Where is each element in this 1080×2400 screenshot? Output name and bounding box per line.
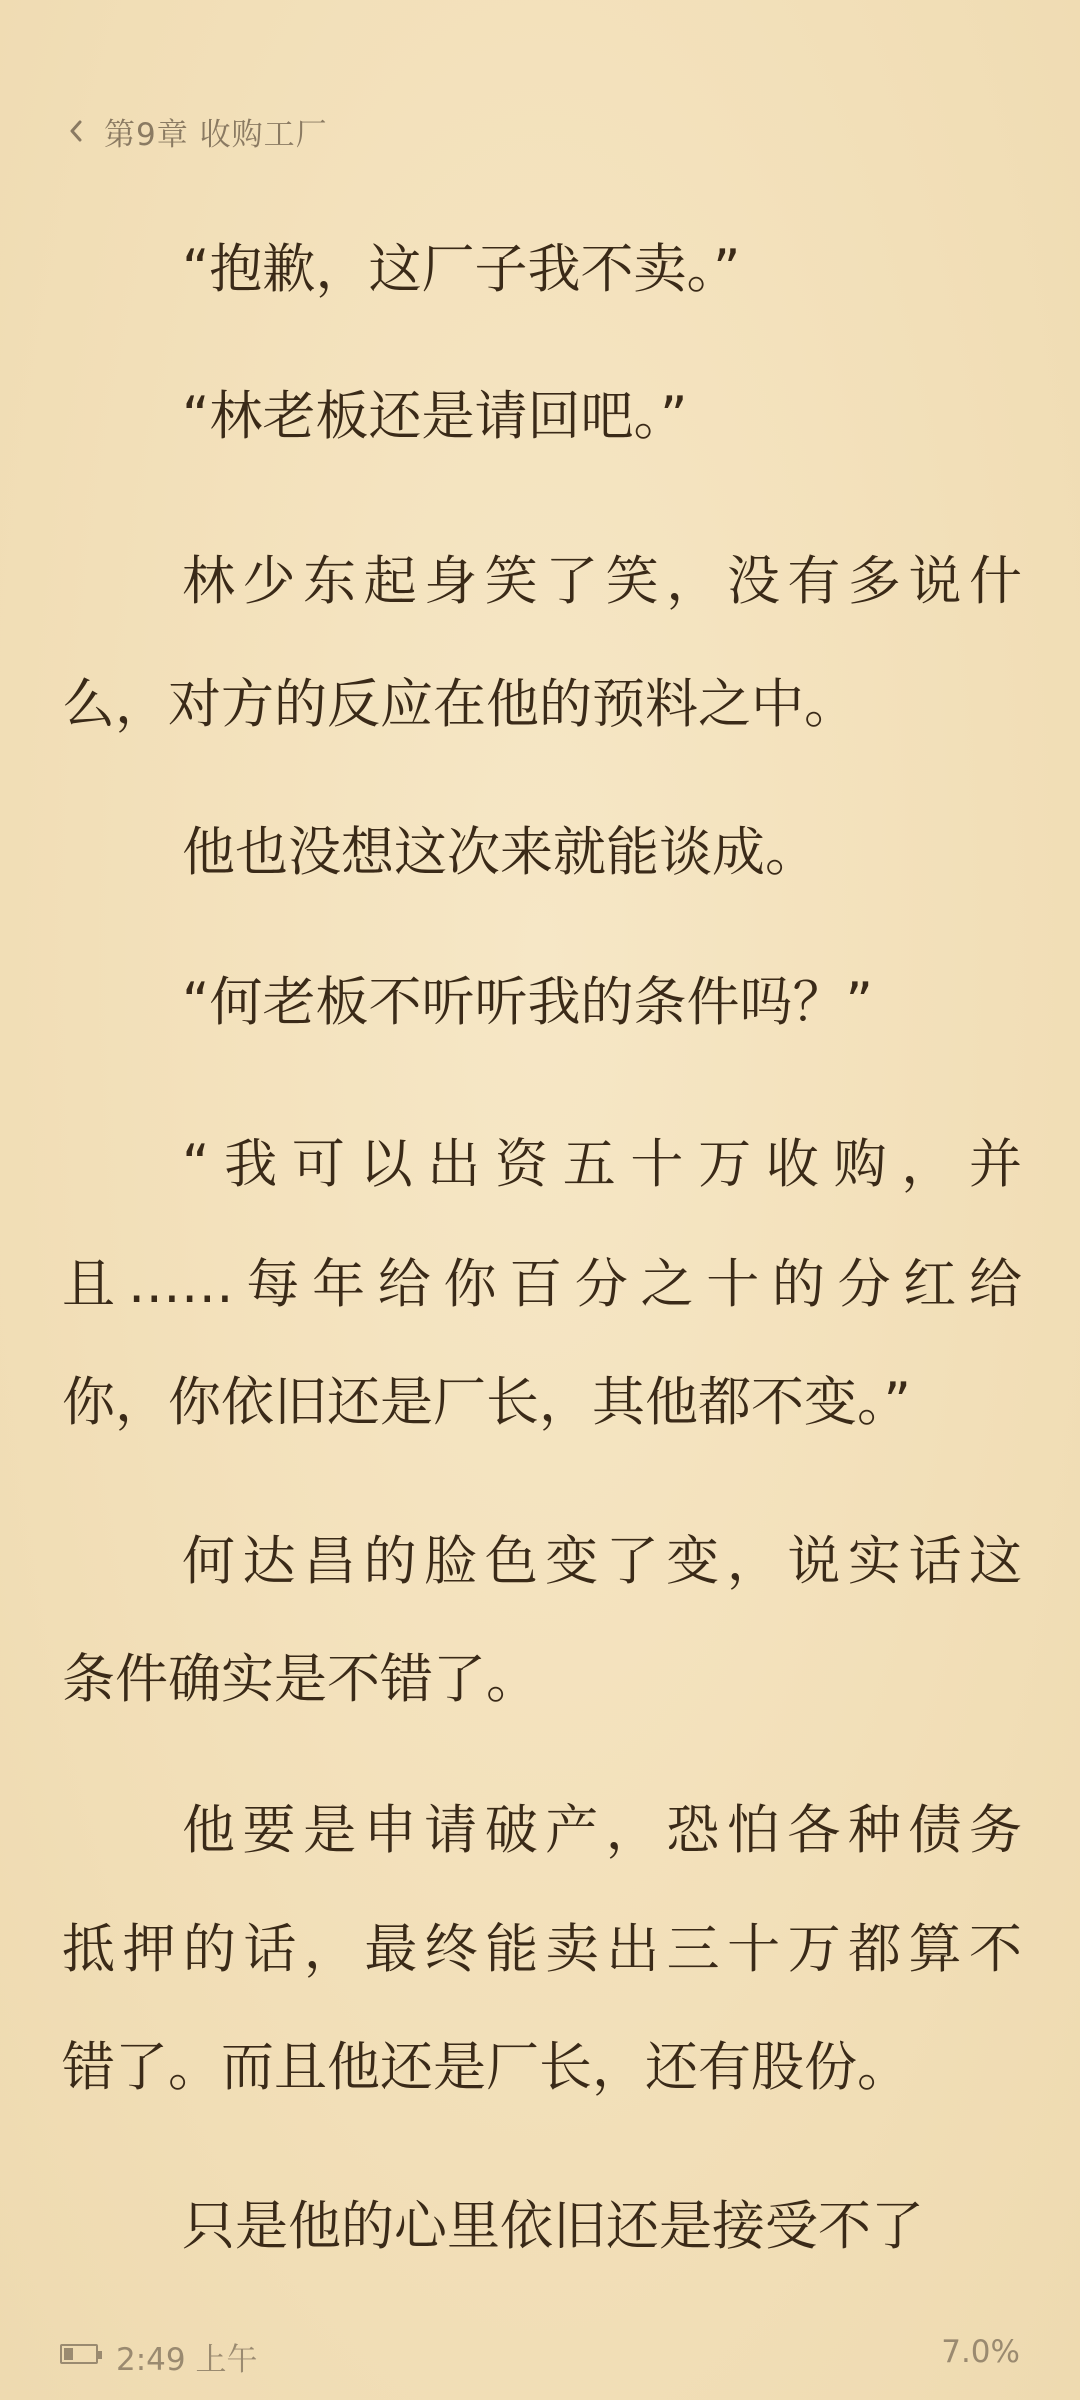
text-line: “林老板还是请回吧。” (182, 386, 688, 447)
chevron-left-icon[interactable] (56, 111, 96, 151)
text-line: 何达昌的脸色变了变，说实话这 (182, 1531, 1022, 1592)
text-line: 你，你依旧还是厂长，其他都不变。” (62, 1372, 911, 1433)
chapter-title: 第9章 收购工厂 (104, 116, 328, 153)
status-footer (0, 2330, 1080, 2380)
clock-time: 2:49 上午 (116, 2342, 258, 2378)
text-line: “我可以出资五十万收购，并 (182, 1134, 1022, 1195)
text-line: 他要是申请破产，恐怕各种债务 (182, 1800, 1022, 1861)
battery-level-fill (64, 2348, 73, 2360)
text-line: 条件确实是不错了。 (62, 1649, 539, 1710)
battery-icon (60, 2344, 98, 2364)
text-line: 他也没想这次来就能谈成。 (182, 822, 818, 883)
reading-progress: 7.0% (941, 2334, 1020, 2370)
text-line: 林少东起身笑了笑，没有多说什 (182, 551, 1022, 612)
text-line: “何老板不听听我的条件吗？” (182, 972, 873, 1033)
text-line: “抱歉，这厂子我不卖。” (182, 239, 741, 300)
chapter-header[interactable] (56, 106, 328, 156)
text-line: 抵押的话，最终能卖出三十万都算不 (62, 1919, 1022, 1980)
text-line: 么，对方的反应在他的预料之中。 (62, 674, 857, 735)
text-line: 只是他的心里依旧还是接受不了 (182, 2196, 924, 2257)
text-line: 错了。而且他还是厂长，还有股份。 (62, 2037, 910, 2098)
text-line: 且……每年给你百分之十的分红给 (62, 1254, 1022, 1315)
